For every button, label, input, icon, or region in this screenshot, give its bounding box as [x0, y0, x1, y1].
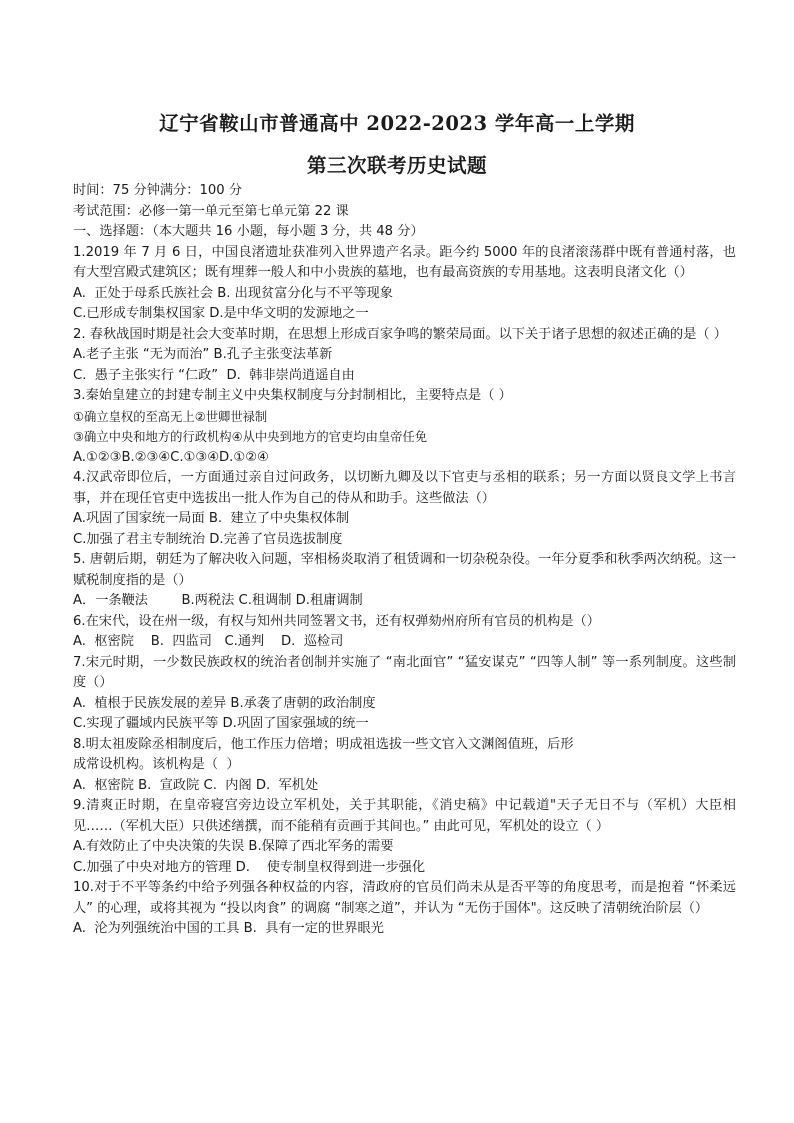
question-option: A.①②③B.②③④C.①③④D.①②④ [73, 449, 269, 465]
question-option: A.巩固了国家统一局面 B. 建立了中央集权体制 [73, 511, 350, 526]
question-option: ③确立中央和地方的行政机构④从中央到地方的官吏均由皇帝任免 [73, 430, 428, 444]
question-stem-continued: 成常设机构。该机构是（ ） [73, 757, 240, 772]
exam-time: 时间：75 分钟满分：100 分 [73, 183, 243, 198]
question-stem: 10.对于不平等条约中给予列强各种权益的内容，清政府的官员们尚未从是否平等的角度思考，而是抱着 “怀柔远人” 的心理，或将其视为 “投以肉食” 的调腐 “制寒之道”，并认为 “无伤于国体"。这反映了清朝统治阶层（） [73, 880, 736, 916]
exam-body [73, 181, 736, 940]
question-10 [73, 878, 736, 940]
question-stem: 8.明太祖废除丞相制度后，他工作压力倍增；明成祖选拔一些文官入文渊阁值班，后形 [73, 736, 574, 752]
question-stem: 1.2019 年 7 月 6 日，中国良渚遗址获准列入世界遗产名录。距今约 5000 年的良渚滚荡群中既有普通村落，也有大型宫殿式建筑区；既有埋葬一般人和中小贵族的墓地，也有最高资族的专用基地。这表明良渚文化（） [73, 244, 736, 280]
question-2 [73, 325, 736, 387]
question-stem: 7.宋元时期，一少数民族政权的统治者创制并实施了 “南北面官” “猛安谋克” “四等人制” 等一系列制度。这些制度（） [73, 654, 736, 690]
question-stem: 5. 唐朝后期，朝廷为了解决收入问题，宰相杨炎取消了租赁调和一切杂税杂役。一年分夏季和秋季两次纳税。这一赋税制度指的是（） [73, 552, 736, 588]
question-9 [73, 796, 736, 878]
question-4 [73, 468, 736, 550]
question-8 [73, 735, 736, 797]
question-3 [73, 386, 736, 468]
question-7 [73, 653, 736, 735]
question-6 [73, 612, 736, 653]
question-1 [73, 243, 736, 325]
question-stem: 4.汉武帝即位后，一方面通过亲自过问政务，以切断九卿及以下官吏与丞相的联系；另一方面以贤良文学上书言事，并在现任官吏中选拔出一批人作为自己的侍从和助手。这些做法（） [73, 470, 736, 506]
question-option: C.已形成专制集权国家 D.是中华文明的发源地之一 [73, 306, 369, 321]
question-option: A.老子主张 “无为而治” B.孔子主张变法革新 [73, 347, 333, 362]
question-option: C.加强了君主专制统治 D.完善了官员选拔制度 [73, 531, 343, 547]
question-option: A.有效防止了中央决策的失误 B.保障了西北军务的需要 [73, 839, 394, 854]
question-stem: 9.清爽正时期，在皇帝寝宫旁边设立军机处，关于其职能，《消史稿》中记载道"天子无日不与（军机）大臣相见……（军机大臣）只供述缮撰，而不能稍有贡画于其间也。” 由此可见，军机处的设立（ ） [73, 798, 736, 834]
question-option: C.加强了中央对地方的管理 D. 使专制皇权得到进一步强化 [73, 859, 426, 875]
question-stem: 3.秦始皇建立的封建专制主义中央集权制度与分封制相比，主要特点是（ ） [73, 388, 512, 403]
question-option: A. 沦为列强统治中国的工具 B. 具有一定的世界眼光 [73, 921, 384, 936]
exam-title-line1: 辽宁省鞍山市普通高中 2022-2023 学年高一上学期 [159, 112, 635, 135]
question-5 [73, 550, 736, 612]
question-option: C. 愚子主张实行 “仁政” D. 韩非崇尚逍遥自由 [73, 367, 355, 383]
question-option: A. 正处于母系氏族社会 B. 出现贫富分化与不平等现象 [73, 285, 393, 301]
exam-scope: 考试范围：必修一第一单元至第七单元第 22 课 [73, 203, 349, 219]
question-stem: 2. 春秋战国时期是社会大变革时期，在思想上形成百家争鸣的繁荣局面。以下关于诸子思想的叙述正确的是（ ） [73, 326, 727, 342]
question-option: ①确立皇权的至高无上②世卿世禄制 [73, 409, 268, 424]
section-heading: 一、选择题：（本大题共 16 小题，每小题 3 分，共 48 分） [73, 224, 424, 239]
question-option: C.实现了疆域内民族平等 D.巩固了国家强域的统一 [73, 716, 369, 731]
question-stem: 6.在宋代，设在州一级，有权与知州共同签署文书，还有权弹劾州府所有官员的机构是（） [73, 613, 600, 629]
question-option: A. 枢密院 B. 四监司 C.通判 D. 巡检司 [73, 634, 344, 649]
question-option: A. 枢密院 B. 宣政院 C. 内阁 D. 军机处 [73, 777, 319, 793]
question-option: A．一条鞭法 B.两税法 C.租调制 D.租庸调制 [73, 593, 363, 608]
exam-title-line2: 第三次联考历史试题 [306, 154, 487, 177]
question-option: A. 植根于民族发展的差异 B.承袭了唐朝的政治制度 [73, 695, 376, 711]
